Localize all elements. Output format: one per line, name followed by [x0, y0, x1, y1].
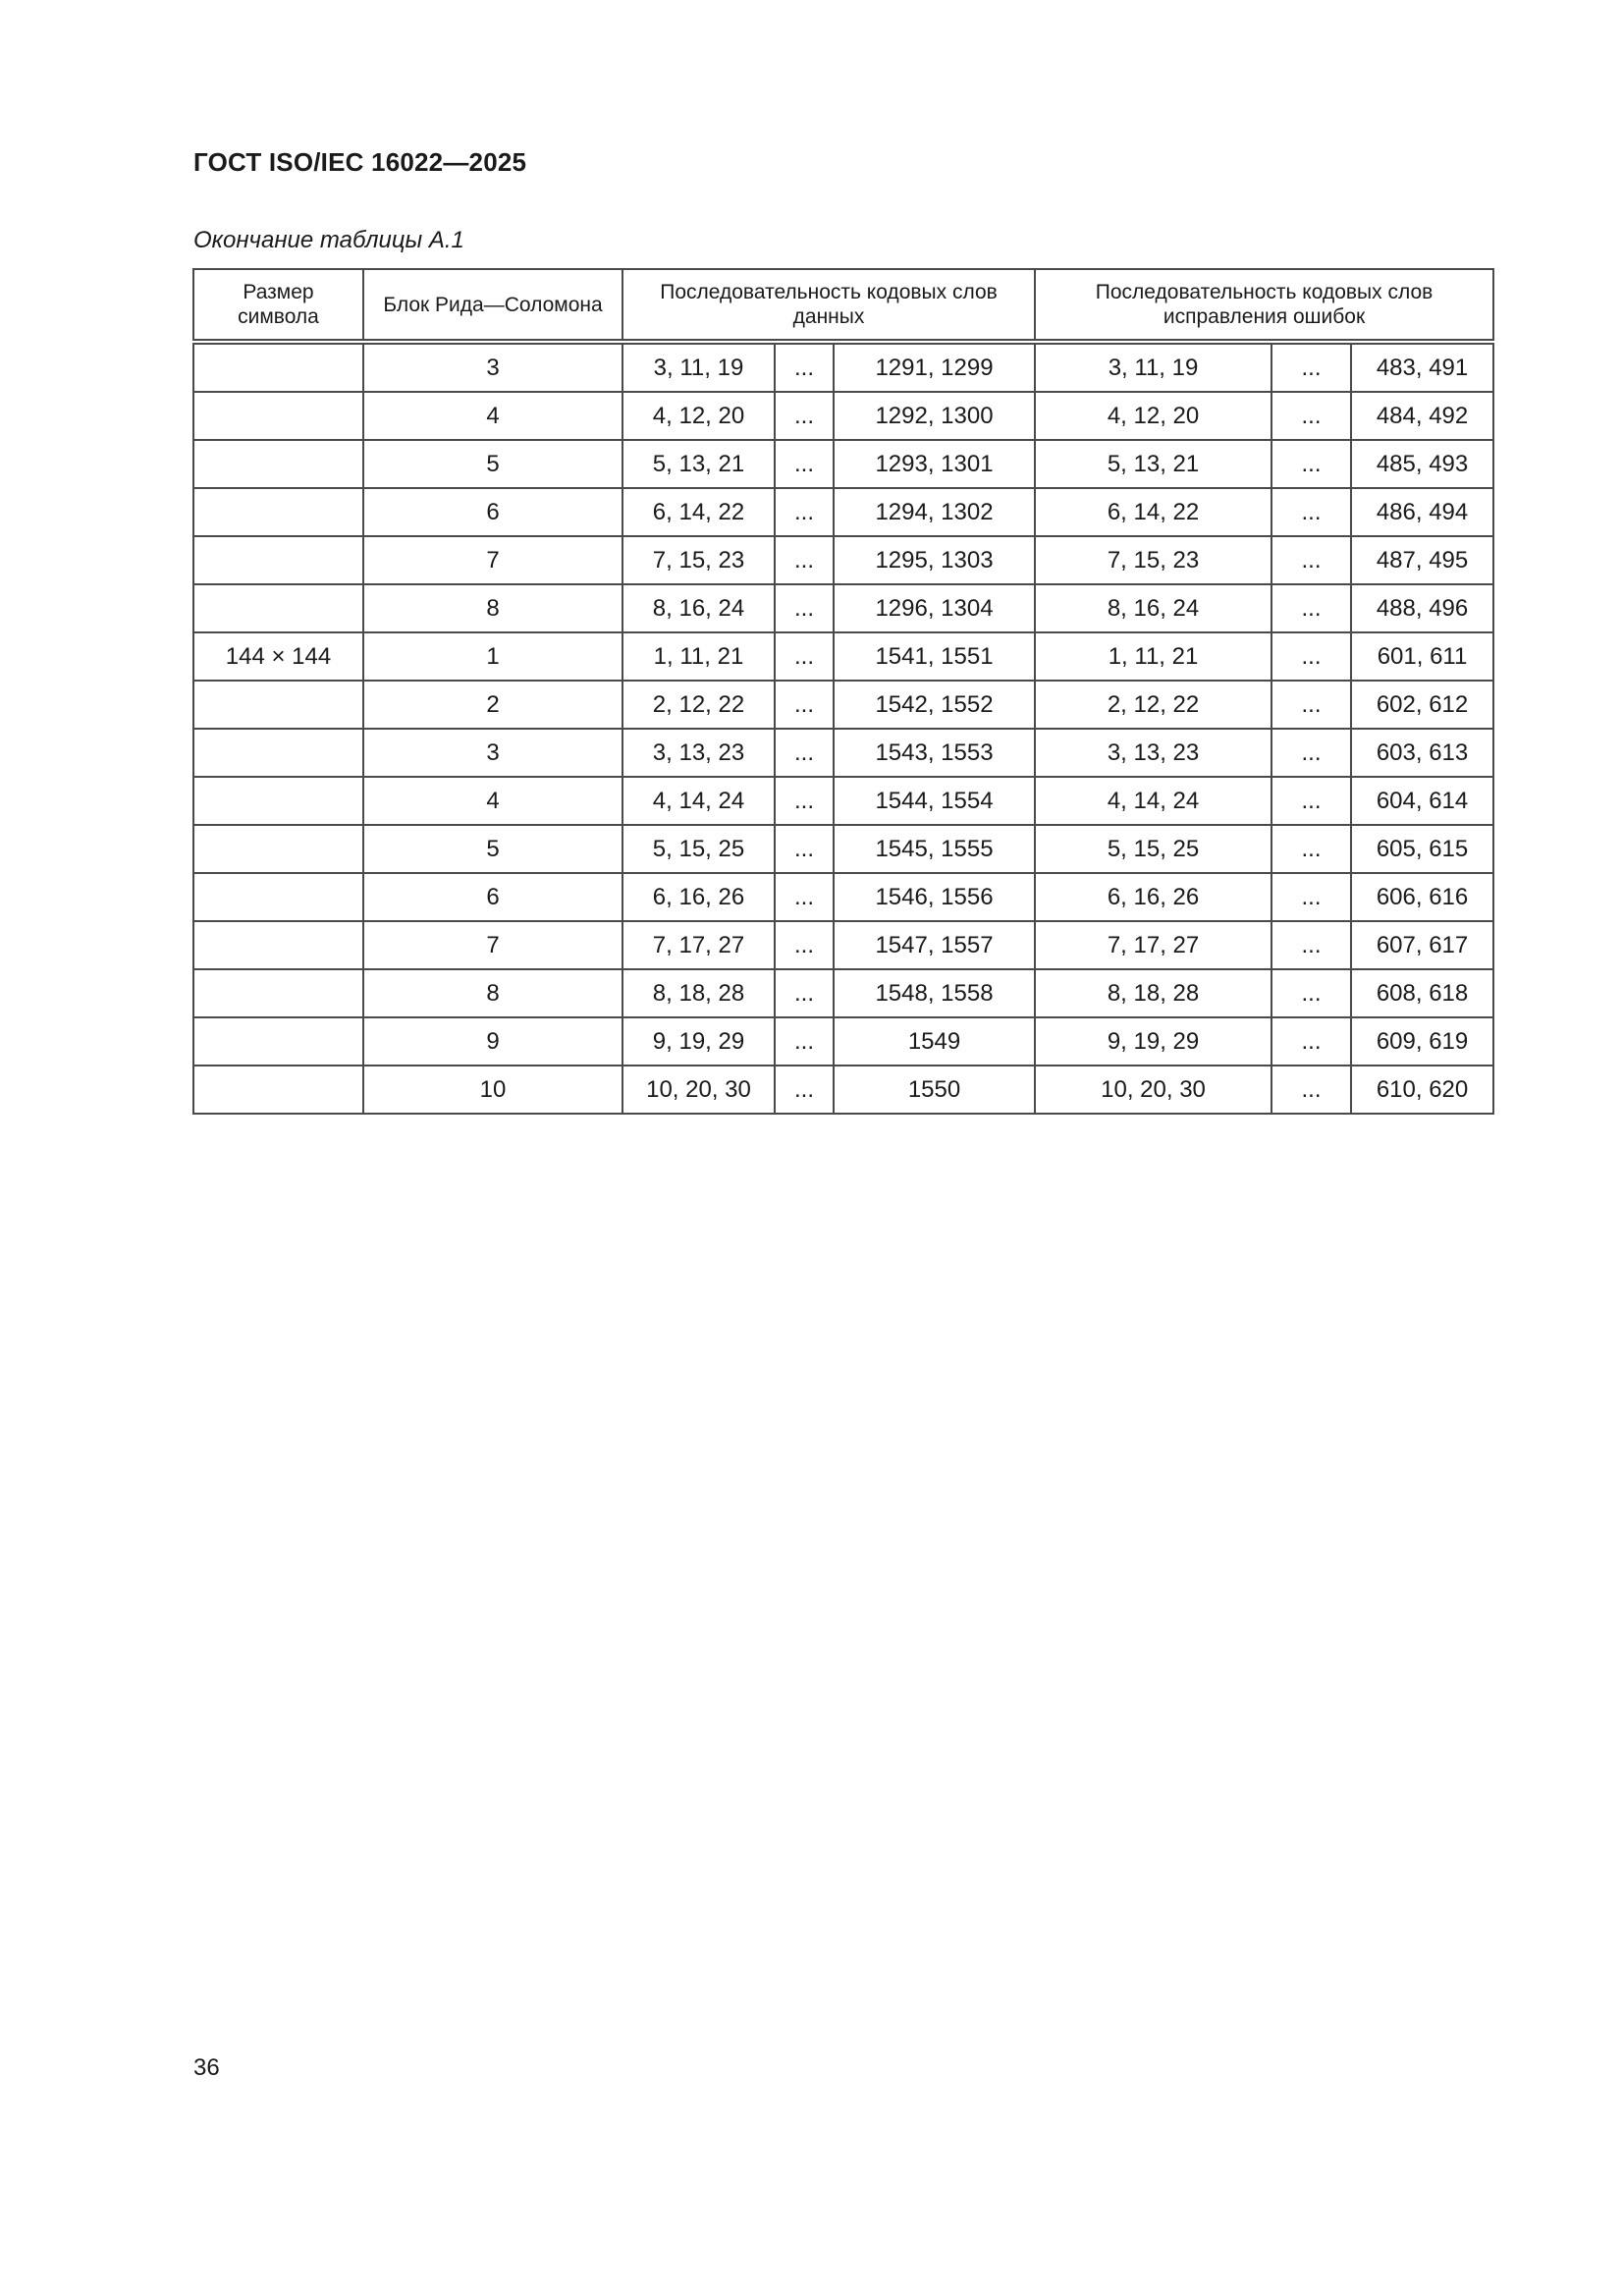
- cell-data-start: 9, 19, 29: [622, 1017, 775, 1066]
- cell-data-ellipsis: ...: [775, 873, 834, 921]
- cell-data-end: 1543, 1553: [834, 729, 1035, 777]
- cell-data-ellipsis: ...: [775, 825, 834, 873]
- table-row: [193, 632, 1493, 681]
- cell-data-end: 1294, 1302: [834, 488, 1035, 536]
- cell-ecc-end: 602, 612: [1351, 681, 1493, 729]
- cell-ecc-start: 10, 20, 30: [1035, 1066, 1271, 1114]
- cell-ecc-end: 603, 613: [1351, 729, 1493, 777]
- cell-data-end: 1295, 1303: [834, 536, 1035, 584]
- cell-ecc-start: 8, 16, 24: [1035, 584, 1271, 632]
- cell-symbol-size: [193, 440, 363, 488]
- cell-data-start: 1, 11, 21: [622, 632, 775, 681]
- cell-data-end: 1548, 1558: [834, 969, 1035, 1017]
- table-row: [193, 921, 1493, 969]
- cell-symbol-size: [193, 1017, 363, 1066]
- cell-ecc-ellipsis: ...: [1271, 488, 1351, 536]
- cell-rs-block: 5: [363, 440, 622, 488]
- cell-data-ellipsis: ...: [775, 681, 834, 729]
- cell-ecc-ellipsis: ...: [1271, 921, 1351, 969]
- cell-rs-block: 4: [363, 392, 622, 440]
- cell-data-start: 4, 14, 24: [622, 777, 775, 825]
- cell-data-ellipsis: ...: [775, 969, 834, 1017]
- cell-ecc-end: 484, 492: [1351, 392, 1493, 440]
- cell-rs-block: 7: [363, 536, 622, 584]
- cell-data-start: 8, 18, 28: [622, 969, 775, 1017]
- table-row: [193, 342, 1493, 392]
- cell-ecc-end: 601, 611: [1351, 632, 1493, 681]
- cell-ecc-ellipsis: ...: [1271, 440, 1351, 488]
- table-body: [193, 342, 1493, 1114]
- cell-data-end: 1291, 1299: [834, 342, 1035, 392]
- cell-data-end: 1547, 1557: [834, 921, 1035, 969]
- cell-ecc-ellipsis: ...: [1271, 632, 1351, 681]
- cell-ecc-start: 4, 12, 20: [1035, 392, 1271, 440]
- cell-data-ellipsis: ...: [775, 1066, 834, 1114]
- cell-ecc-end: 486, 494: [1351, 488, 1493, 536]
- table-row: [193, 729, 1493, 777]
- cell-data-start: 7, 15, 23: [622, 536, 775, 584]
- cell-data-ellipsis: ...: [775, 536, 834, 584]
- table-header-row: [193, 269, 1493, 342]
- table-row: [193, 392, 1493, 440]
- cell-rs-block: 7: [363, 921, 622, 969]
- cell-data-start: 10, 20, 30: [622, 1066, 775, 1114]
- cell-data-start: 5, 15, 25: [622, 825, 775, 873]
- table-row: [193, 584, 1493, 632]
- cell-ecc-end: 607, 617: [1351, 921, 1493, 969]
- table-row: [193, 1017, 1493, 1066]
- cell-data-ellipsis: ...: [775, 342, 834, 392]
- cell-ecc-start: 6, 16, 26: [1035, 873, 1271, 921]
- cell-symbol-size: [193, 536, 363, 584]
- table-row: [193, 440, 1493, 488]
- cell-rs-block: 10: [363, 1066, 622, 1114]
- cell-ecc-end: 483, 491: [1351, 342, 1493, 392]
- cell-rs-block: 8: [363, 584, 622, 632]
- table-row: [193, 1066, 1493, 1114]
- cell-rs-block: 6: [363, 488, 622, 536]
- codeword-table: [192, 268, 1494, 1115]
- cell-data-start: 3, 11, 19: [622, 342, 775, 392]
- cell-symbol-size: [193, 969, 363, 1017]
- cell-ecc-start: 7, 17, 27: [1035, 921, 1271, 969]
- table-row: [193, 681, 1493, 729]
- cell-ecc-start: 5, 15, 25: [1035, 825, 1271, 873]
- cell-ecc-end: 606, 616: [1351, 873, 1493, 921]
- cell-data-start: 5, 13, 21: [622, 440, 775, 488]
- cell-ecc-ellipsis: ...: [1271, 1017, 1351, 1066]
- cell-ecc-ellipsis: ...: [1271, 1066, 1351, 1114]
- document-header: ГОСТ ISO/IEC 16022—2025: [193, 147, 527, 177]
- cell-data-end: 1546, 1556: [834, 873, 1035, 921]
- cell-data-ellipsis: ...: [775, 488, 834, 536]
- cell-ecc-end: 608, 618: [1351, 969, 1493, 1017]
- cell-ecc-ellipsis: ...: [1271, 825, 1351, 873]
- table-row: [193, 488, 1493, 536]
- cell-ecc-end: 488, 496: [1351, 584, 1493, 632]
- table-row: [193, 777, 1493, 825]
- page-number: 36: [193, 2054, 220, 2081]
- cell-rs-block: 3: [363, 342, 622, 392]
- cell-symbol-size: [193, 729, 363, 777]
- cell-ecc-ellipsis: ...: [1271, 681, 1351, 729]
- cell-ecc-start: 8, 18, 28: [1035, 969, 1271, 1017]
- table-row: [193, 873, 1493, 921]
- cell-data-start: 3, 13, 23: [622, 729, 775, 777]
- cell-ecc-ellipsis: ...: [1271, 392, 1351, 440]
- cell-symbol-size: 144 × 144: [193, 632, 363, 681]
- cell-data-end: 1296, 1304: [834, 584, 1035, 632]
- cell-ecc-start: 9, 19, 29: [1035, 1017, 1271, 1066]
- cell-symbol-size: [193, 488, 363, 536]
- cell-symbol-size: [193, 584, 363, 632]
- cell-data-end: 1541, 1551: [834, 632, 1035, 681]
- table-row: [193, 536, 1493, 584]
- cell-ecc-start: 4, 14, 24: [1035, 777, 1271, 825]
- cell-ecc-start: 5, 13, 21: [1035, 440, 1271, 488]
- cell-ecc-ellipsis: ...: [1271, 342, 1351, 392]
- cell-ecc-start: 7, 15, 23: [1035, 536, 1271, 584]
- cell-ecc-ellipsis: ...: [1271, 584, 1351, 632]
- cell-symbol-size: [193, 921, 363, 969]
- cell-data-start: 6, 14, 22: [622, 488, 775, 536]
- cell-data-end: 1292, 1300: [834, 392, 1035, 440]
- cell-ecc-end: 605, 615: [1351, 825, 1493, 873]
- table-row: [193, 969, 1493, 1017]
- cell-data-end: 1549: [834, 1017, 1035, 1066]
- cell-rs-block: 9: [363, 1017, 622, 1066]
- cell-data-end: 1550: [834, 1066, 1035, 1114]
- cell-rs-block: 4: [363, 777, 622, 825]
- cell-data-end: 1544, 1554: [834, 777, 1035, 825]
- cell-ecc-end: 610, 620: [1351, 1066, 1493, 1114]
- cell-data-ellipsis: ...: [775, 632, 834, 681]
- cell-data-ellipsis: ...: [775, 921, 834, 969]
- cell-ecc-start: 3, 11, 19: [1035, 342, 1271, 392]
- cell-symbol-size: [193, 681, 363, 729]
- cell-symbol-size: [193, 392, 363, 440]
- cell-data-ellipsis: ...: [775, 584, 834, 632]
- cell-data-start: 8, 16, 24: [622, 584, 775, 632]
- cell-ecc-end: 609, 619: [1351, 1017, 1493, 1066]
- cell-data-start: 7, 17, 27: [622, 921, 775, 969]
- cell-ecc-ellipsis: ...: [1271, 536, 1351, 584]
- table-row: [193, 825, 1493, 873]
- cell-ecc-end: 485, 493: [1351, 440, 1493, 488]
- cell-data-start: 2, 12, 22: [622, 681, 775, 729]
- cell-data-ellipsis: ...: [775, 1017, 834, 1066]
- cell-data-end: 1545, 1555: [834, 825, 1035, 873]
- cell-ecc-start: 1, 11, 21: [1035, 632, 1271, 681]
- cell-ecc-end: 604, 614: [1351, 777, 1493, 825]
- cell-data-ellipsis: ...: [775, 729, 834, 777]
- cell-data-start: 6, 16, 26: [622, 873, 775, 921]
- cell-symbol-size: [193, 1066, 363, 1114]
- cell-rs-block: 1: [363, 632, 622, 681]
- cell-symbol-size: [193, 342, 363, 392]
- cell-symbol-size: [193, 873, 363, 921]
- cell-ecc-end: 487, 495: [1351, 536, 1493, 584]
- cell-data-ellipsis: ...: [775, 392, 834, 440]
- cell-data-start: 4, 12, 20: [622, 392, 775, 440]
- cell-ecc-ellipsis: ...: [1271, 729, 1351, 777]
- cell-ecc-start: 6, 14, 22: [1035, 488, 1271, 536]
- header-rs-block: Блок Рида—Соломона: [363, 269, 622, 342]
- cell-ecc-ellipsis: ...: [1271, 969, 1351, 1017]
- cell-ecc-start: 2, 12, 22: [1035, 681, 1271, 729]
- cell-data-ellipsis: ...: [775, 777, 834, 825]
- cell-ecc-start: 3, 13, 23: [1035, 729, 1271, 777]
- header-data-sequence: Последовательность кодовых слов данных: [622, 269, 1035, 342]
- cell-ecc-ellipsis: ...: [1271, 873, 1351, 921]
- cell-symbol-size: [193, 825, 363, 873]
- cell-rs-block: 2: [363, 681, 622, 729]
- cell-data-end: 1542, 1552: [834, 681, 1035, 729]
- cell-rs-block: 5: [363, 825, 622, 873]
- header-ecc-sequence: Последовательность кодовых слов исправления ошибок: [1035, 269, 1493, 342]
- cell-data-end: 1293, 1301: [834, 440, 1035, 488]
- cell-data-ellipsis: ...: [775, 440, 834, 488]
- cell-rs-block: 3: [363, 729, 622, 777]
- cell-rs-block: 6: [363, 873, 622, 921]
- cell-rs-block: 8: [363, 969, 622, 1017]
- cell-symbol-size: [193, 777, 363, 825]
- cell-ecc-ellipsis: ...: [1271, 777, 1351, 825]
- header-symbol-size: Размер символа: [193, 269, 363, 342]
- table-caption: Окончание таблицы А.1: [193, 227, 464, 253]
